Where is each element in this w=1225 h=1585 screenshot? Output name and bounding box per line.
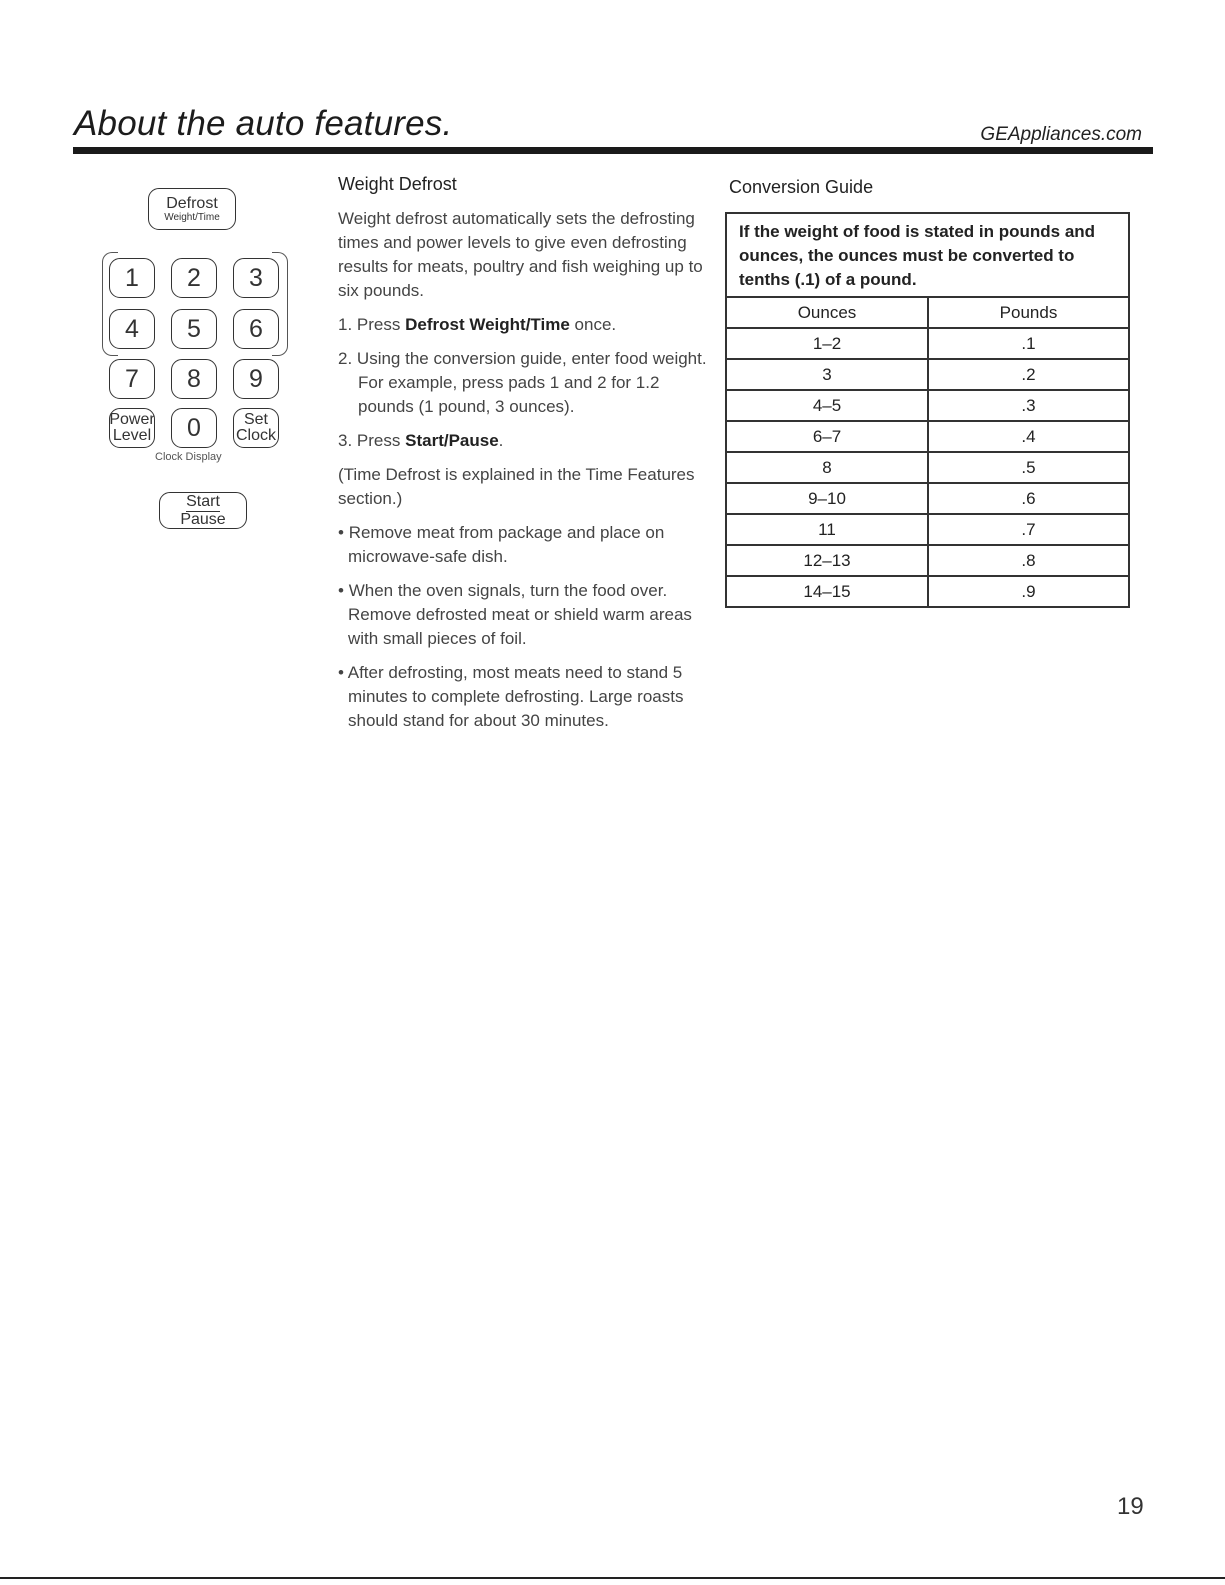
intro-paragraph: Weight defrost automatically sets the defrosting times and power levels to give even defrosting results for meats, poultry and fish weighing up to six pounds. — [338, 209, 703, 300]
ounces-cell: 14–15 — [727, 576, 928, 606]
set-clock-key — [233, 408, 279, 448]
digit-key-7 — [109, 359, 155, 399]
digit-key-6 — [233, 309, 279, 349]
pounds-cell: .5 — [928, 452, 1128, 483]
power-level-line2: Level — [112, 427, 152, 444]
bullet-text: When the oven signals, turn the food over. Remove defrosted meat or shield warm areas with small pieces of foil. — [348, 581, 692, 648]
step-number: 1. — [338, 315, 353, 334]
conversion-guide-box — [725, 212, 1130, 608]
conversion-note: If the weight of food is stated in pounds and ounces, the ounces must be converted to tenths (.1) of a pound. — [739, 222, 1096, 289]
power-level-line1: Power — [109, 411, 155, 428]
ounces-cell: 8 — [727, 452, 928, 483]
ounces-cell: 4–5 — [727, 390, 928, 421]
digit-key-4 — [109, 309, 155, 349]
digit-key-label: 4 — [125, 314, 139, 343]
digit-key-label: 9 — [249, 364, 263, 393]
time-defrost-note: (Time Defrost is explained in the Time Features section.) — [338, 465, 695, 508]
ounces-cell: 11 — [727, 514, 928, 545]
step-3 — [338, 429, 718, 453]
step-emphasis: Start/Pause — [405, 431, 499, 450]
pounds-cell: .2 — [928, 359, 1128, 390]
step-text: Using the conversion guide, enter food weight. For example, press pads 1 and 2 for 1.2 pounds (1 pound, 3 ounces). — [356, 349, 707, 416]
table-row — [727, 328, 1128, 359]
ounces-cell: 6–7 — [727, 421, 928, 452]
step-text: once. — [574, 315, 617, 334]
defrost-key-label: Defrost — [166, 194, 218, 212]
pounds-cell: .9 — [928, 576, 1128, 606]
digit-key-9 — [233, 359, 279, 399]
pounds-cell: .4 — [928, 421, 1128, 452]
column-header-pounds: Pounds — [928, 297, 1128, 328]
set-clock-line2: Clock — [235, 427, 276, 444]
conversion-guide-heading: Conversion Guide — [729, 177, 874, 197]
digit-key-label: 5 — [187, 314, 201, 343]
digit-key-label: 8 — [187, 364, 201, 393]
digit-key-label: 6 — [249, 314, 263, 343]
table-row — [727, 452, 1128, 483]
conversion-table — [727, 296, 1128, 606]
table-row — [727, 514, 1128, 545]
weight-defrost-section — [338, 174, 718, 743]
step-1 — [338, 313, 718, 337]
power-level-key — [109, 408, 155, 448]
digit-key-0 — [171, 408, 217, 448]
step-text: . — [498, 431, 504, 450]
table-row — [727, 483, 1128, 514]
bullet-text: After defrosting, most meats need to stand 5 minutes to complete defrosting. Large roasts should stand for about 30 minutes. — [347, 663, 684, 730]
bullet-item: • After defrosting, most meats need to stand 5 minutes to complete defrosting. Large roasts should stand for about 30 minutes. — [338, 663, 684, 730]
digit-key-label: 0 — [187, 413, 201, 442]
page-number: 19 — [1117, 1493, 1144, 1520]
column-header-ounces: Ounces — [727, 297, 928, 328]
bottom-rule — [0, 1577, 1225, 1579]
set-clock-line1: Set — [243, 411, 268, 428]
digit-key-1 — [109, 258, 155, 298]
digit-key-label: 7 — [125, 364, 139, 393]
pounds-cell: .8 — [928, 545, 1128, 576]
bullet-text: Remove meat from package and place on microwave-safe dish. — [348, 523, 665, 566]
header-rule — [73, 147, 1153, 154]
defrost-weight-time-key — [148, 188, 236, 230]
pounds-cell: .6 — [928, 483, 1128, 514]
table-row — [727, 545, 1128, 576]
digit-key-label: 2 — [187, 263, 201, 292]
step-text: Press — [356, 431, 401, 450]
table-row — [727, 421, 1128, 452]
digit-key-label: 1 — [125, 263, 139, 292]
website-label: GEAppliances.com — [980, 124, 1142, 145]
ounces-cell: 3 — [727, 359, 928, 390]
step-number: 2. — [338, 349, 353, 368]
step-2 — [338, 347, 718, 419]
start-label: Start — [186, 492, 220, 510]
clock-display-caption: Clock Display — [155, 451, 222, 463]
bullet-item: • Remove meat from package and place on microwave-safe dish. — [338, 523, 665, 566]
step-text: Press — [356, 315, 401, 334]
digit-key-3 — [233, 258, 279, 298]
step-number: 3. — [338, 431, 353, 450]
defrost-key-sublabel: Weight/Time — [164, 211, 220, 223]
bullet-item: • When the oven signals, turn the food over. Remove defrosted meat or shield warm areas with small pieces of foil. — [338, 581, 692, 648]
digit-key-2 — [171, 258, 217, 298]
ounces-cell: 1–2 — [727, 328, 928, 359]
start-pause-key — [159, 492, 247, 529]
table-header-row — [727, 297, 1128, 328]
table-row — [727, 390, 1128, 421]
section-heading: Weight Defrost — [338, 174, 457, 194]
pounds-cell: .3 — [928, 390, 1128, 421]
ounces-cell: 9–10 — [727, 483, 928, 514]
digit-key-label: 3 — [249, 263, 263, 292]
page-title: About the auto features. — [74, 104, 453, 143]
step-emphasis: Defrost Weight/Time — [405, 315, 570, 334]
pounds-cell: .1 — [928, 328, 1128, 359]
table-row — [727, 359, 1128, 390]
digit-key-8 — [171, 359, 217, 399]
pause-label: Pause — [180, 510, 226, 528]
table-row — [727, 576, 1128, 606]
digit-key-5 — [171, 309, 217, 349]
ounces-cell: 12–13 — [727, 545, 928, 576]
pounds-cell: .7 — [928, 514, 1128, 545]
